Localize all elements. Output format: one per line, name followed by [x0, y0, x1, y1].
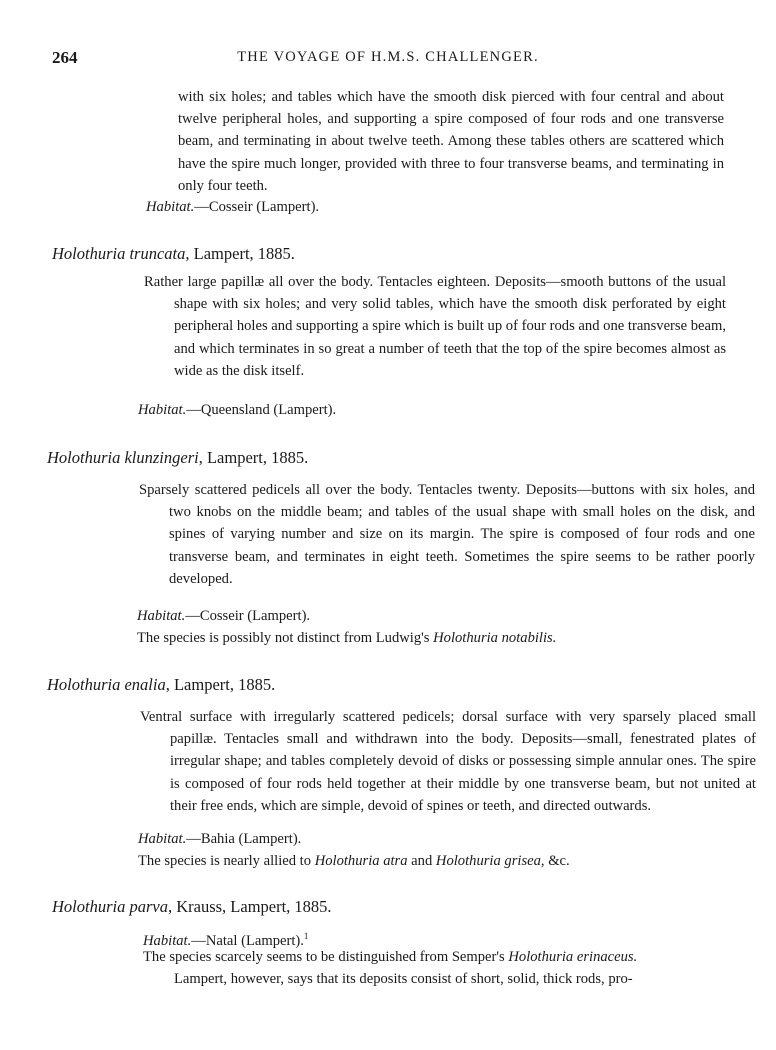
habitat-label: Habitat. — [138, 831, 187, 847]
habitat-label: Habitat. — [138, 402, 187, 418]
habitat-value: —Cosseir (Lampert). — [185, 608, 311, 624]
species-heading-klunzingeri — [47, 447, 308, 469]
note-species-ref: Holothuria erinaceus. — [508, 949, 638, 965]
species-description-enalia: Ventral surface with irregularly scattered pedicels; dorsal surface with very sparsely placed small papillæ. Tentacles small and withdrawn into the body. Deposits—small, fenestrated plates of irregular shape; and tables completely devoid of disks or possessing simple annular ones. The spire is composed of four rods held together at their middle by one transverse beam, but not united at their free ends, which are simple, devoid of spines or teeth, and directed outwards. — [140, 709, 756, 814]
species-name: Holothuria truncata — [52, 244, 186, 263]
note-text-suffix: , &c. — [540, 853, 570, 869]
page-number: 264 — [52, 48, 78, 67]
footnote-mark: 1 — [303, 931, 309, 941]
species-note-enalia — [138, 850, 570, 872]
species-habitat-truncata — [138, 399, 336, 421]
species-authority: , Lampert, 1885. — [165, 675, 276, 694]
species-authority: , Lampert, 1885. — [198, 448, 309, 467]
habitat-label: Habitat. — [143, 932, 192, 949]
species-authority: , Lampert, 1885. — [185, 244, 295, 263]
continuation-paragraph: with six holes; and tables which have the smooth disk pierced with four central and about twelve peripheral holes, and supporting a spire composed of four rods and one transverse beam, and terminating in about twelve teeth. Among these tables others are scattered which have the spire much longer, provided with three to four transverse beams, and terminating in only four teeth. — [178, 89, 724, 194]
species-heading-enalia — [47, 674, 275, 696]
note-text: The species scarcely seems to be distinguished from Semper's — [143, 949, 509, 965]
note-species-ref: Holothuria atra — [314, 853, 408, 869]
species-heading-truncata — [52, 243, 295, 265]
species-name: Holothuria klunzingeri — [47, 448, 199, 467]
habitat-value: —Bahia (Lampert). — [186, 831, 302, 847]
note-text-mid: and — [407, 853, 436, 869]
habitat-value: —Queensland (Lampert). — [186, 402, 337, 418]
species-description-truncata: Rather large papillæ all over the body. Tentacles eighteen. Deposits—smooth buttons of the usual shape with six holes; and very solid tables, which have the smooth disk perforated by eight peripheral holes and supporting a spire which is built up of four rods and one transverse beam, and which terminates in so great a number of teeth that the top of the spire becomes almost as wide as the disk itself. — [144, 274, 726, 379]
habitat-label: Habitat. — [146, 199, 195, 215]
species-note-parva — [143, 946, 637, 968]
species-description-klunzingeri: Sparsely scattered pedicels all over the body. Tentacles twenty. Deposits—buttons with six holes, and two knobs on the middle beam; and tables of the usual shape with small holes on the disk, and spines of varying number and size on its margin. The spire is composed of four rods and one transverse beam, and terminates in eight teeth. Sometimes the spire seems to be rather poorly developed. — [139, 482, 755, 587]
species-name: Holothuria parva — [52, 897, 168, 916]
species-name: Holothuria enalia — [47, 675, 166, 694]
note-text: The species is possibly not distinct from Ludwig's — [137, 630, 434, 646]
species-note-klunzingeri — [137, 627, 556, 649]
species-authority: , Krauss, Lampert, 1885. — [167, 897, 332, 916]
habitat-value: —Cosseir (Lampert). — [194, 199, 320, 215]
running-title: THE VOYAGE OF H.M.S. CHALLENGER. — [237, 49, 539, 65]
species-habitat-klunzingeri — [137, 605, 310, 627]
species-habitat-enalia — [138, 828, 301, 850]
note-text: The species is nearly allied to — [138, 853, 315, 869]
continuation-habitat — [146, 196, 319, 218]
habitat-value: —Natal (Lampert). — [191, 932, 304, 949]
habitat-label: Habitat. — [137, 608, 186, 624]
species-note-parva-continued: Lampert, however, says that its deposits consist of short, solid, thick rods, pro- — [174, 971, 633, 987]
page-header — [0, 48, 776, 72]
note-species-ref: Holothuria notabilis. — [433, 630, 557, 646]
species-heading-parva — [52, 896, 332, 918]
note-species-ref-2: Holothuria grisea — [435, 853, 541, 869]
